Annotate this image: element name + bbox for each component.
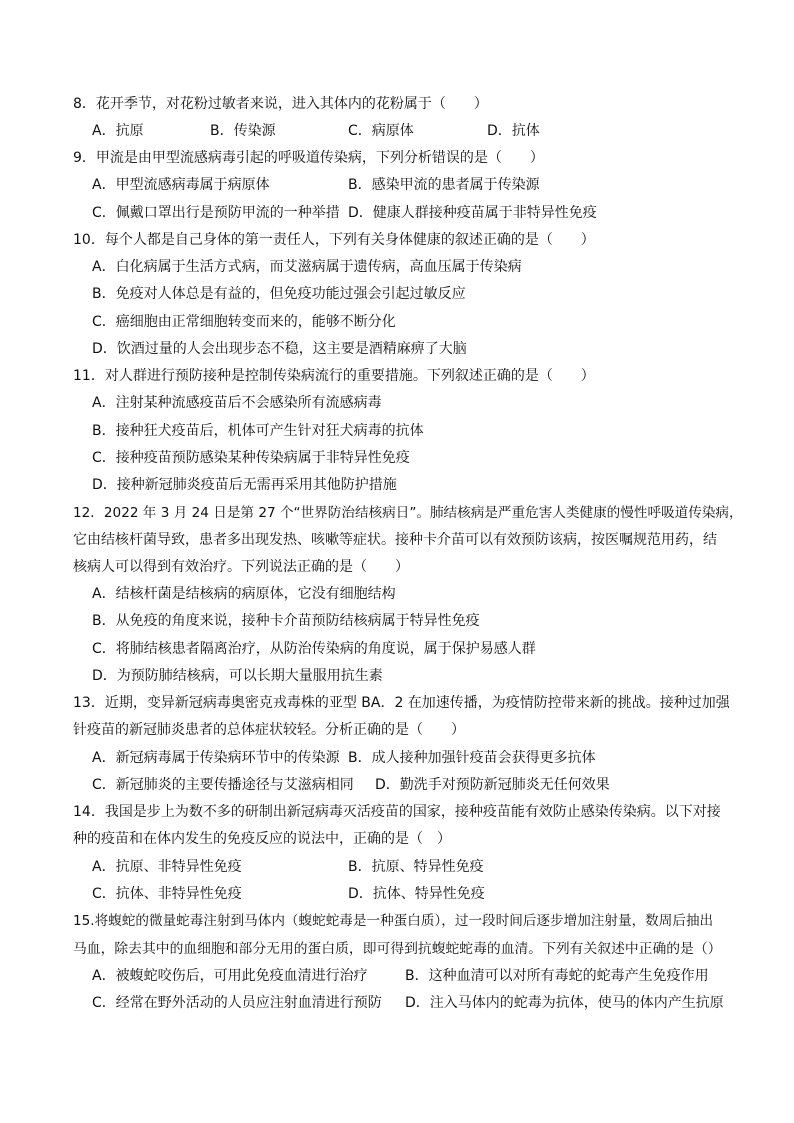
question-12-stem-line-2: 它由结核杆菌导致，患者多出现发热、咳嗽等症状。接种卡介苗可以有效预防该病，按医嘱规范用药，结 [73,532,717,548]
question-9-option-d: D．健康人群接种疫苗属于非特异性免疫 [348,205,597,221]
question-10-option-b: B．免疫对人体总是有益的，但免疫功能过强会引起过敏反应 [92,286,466,302]
question-9-option-c: C．佩戴口罩出行是预防甲流的一种举措 [92,205,340,221]
question-11-option-b: B．接种狂犬疫苗后，机体可产生针对狂犬病毒的抗体 [92,423,424,439]
question-15-option-b: B．这种血清可以对所有毒蛇的蛇毒产生免疫作用 [405,968,709,984]
question-10-option-d: D．饮酒过量的人会出现步态不稳，这主要是酒精麻痹了大脑 [92,341,467,357]
question-10-option-c: C．癌细胞由正常细胞转变而来的，能够不断分化 [92,314,396,330]
question-12-option-d: D．为预防肺结核病，可以长期大量服用抗生素 [92,668,383,684]
question-8-option-c: C．病原体 [348,123,414,139]
question-13-option-a: A．新冠病毒属于传染病环节中的传染源 [92,750,340,766]
question-15-option-d: D．注入马体内的蛇毒为抗体，使马的体内产生抗原 [405,995,724,1011]
question-13-option-c: C．新冠肺炎的主要传播途径与艾滋病相同 [92,777,354,793]
question-13-option-b: B．成人接种加强针疫苗会获得更多抗体 [348,750,596,766]
question-15-stem-line-2: 马血，除去其中的血细胞和部分无用的蛋白质，即可得到抗蝮蛇蛇毒的血清。下列有关叙述中正确的是（） [73,941,722,957]
question-11-stem: 11．对人群进行预防接种是控制传染病流行的重要措施。下列叙述正确的是（ ） [73,368,595,384]
question-15-option-a: A．被蝮蛇咬伤后，可用此免疫血清进行治疗 [92,968,368,984]
question-14-option-b: B．抗原、特异性免疫 [348,859,484,875]
question-13-stem-line-1: 13．近期，变异新冠病毒奥密克戎毒株的亚型 BA．2 在加速传播，为疫情防控带来新的挑战。接种过加强 [73,695,730,711]
question-9-option-a: A．甲型流感病毒属于病原体 [92,177,270,193]
question-12-stem-line-1: 12．2022 年 3 月 24 日是第 27 个“世界防治结核病日”。肺结核病是严重危害人类健康的慢性呼吸道传染病， [73,505,743,521]
question-14-stem-line-1: 14．我国是步上为数不多的研制出新冠病毒灭活疫苗的国家，接种疫苗能有效防止感染传染病。以下对接 [73,804,721,820]
question-8-option-d: D．抗体 [487,123,540,139]
question-12-stem-line-3: 核病人可以得到有效治疗。下列说法正确的是（ ） [73,559,409,575]
question-15-option-c: C．经常在野外活动的人员应注射血清进行预防 [92,995,382,1011]
question-11-option-c: C．接种疫苗预防感染某种传染病属于非特异性免疫 [92,450,410,466]
question-10-stem: 10．每个人都是自己身体的第一责任人，下列有关身体健康的叙述正确的是（ ） [73,232,595,248]
question-8-option-b: B．传染源 [210,123,276,139]
question-13-stem-line-2: 针疫苗的新冠肺炎患者的总体症状较轻。分析正确的是（ ） [73,722,465,738]
question-14-option-a: A．抗原、非特异性免疫 [92,859,242,875]
question-12-option-a: A．结核杆菌是结核病的病原体，它没有细胞结构 [92,586,396,602]
question-14-option-c: C．抗体、非特异性免疫 [92,886,242,902]
question-10-option-a: A．白化病属于生活方式病，而艾滋病属于遗传病，高血压属于传染病 [92,259,522,275]
question-12-option-c: C．将肺结核患者隔离治疗，从防治传染病的角度说，属于保护易感人群 [92,641,536,657]
question-13-option-d: D．勤洗手对预防新冠肺炎无任何效果 [375,777,610,793]
question-9-option-b: B．感染甲流的患者属于传染源 [348,177,540,193]
question-11-option-a: A．注射某种流感疫苗后不会感染所有流感病毒 [92,395,382,411]
question-11-option-d: D．接种新冠肺炎疫苗后无需再采用其他防护措施 [92,477,397,493]
question-15-stem-line-1: 15.将蝮蛇的微量蛇毒注射到马体内（蝮蛇蛇毒是一种蛋白质），过一段时间后逐步增加注射量，数周后抽出 [73,913,714,929]
question-9-stem: 9．甲流是由甲型流感病毒引起的呼吸道传染病，下列分析错误的是（ ） [73,150,544,166]
question-8-stem: 8．花开季节，对花粉过敏者来说，进入其体内的花粉属于（ ） [73,96,488,112]
question-8-option-a: A．抗原 [92,123,144,139]
question-14-option-d: D．抗体、特异性免疫 [348,886,485,902]
question-12-option-b: B．从免疫的角度来说，接种卡介苗预防结核病属于特异性免疫 [92,613,480,629]
question-14-stem-line-2: 种的疫苗和在体内发生的免疫反应的说法中，正确的是（ ） [73,831,451,847]
